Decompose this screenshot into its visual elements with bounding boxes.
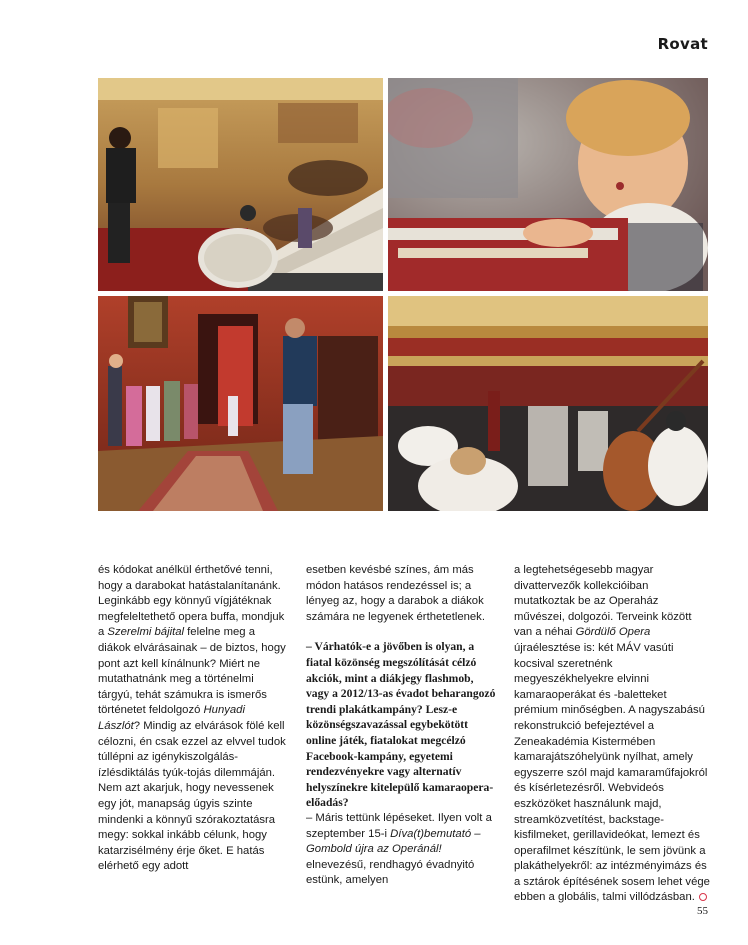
photo-staircase-performance bbox=[98, 78, 383, 291]
paragraph: és kódokat anélkül érthetővé tenni, hogy a darabokat hatástalanítanánk. Leginkább egy könnyű vígjátéknak megfeleltethető opera buffa, mondjuk a Szerelmi bájital felelne meg a diákok elvárásainak – de biztos, hogy pont azt kell kínálnunk? Miért ne mutathatnánk meg a történelmi tárgyú, tehát számukra is ismerős történetet feldolgozó Hunyadi Lászlót? Mindig az elvárások fölé kell célozni, én csak ezzel az elvvel tudok túllépni az igénykiszolgálás-ízlésdiktálás tyúk-tojás dilemmáján. Nem azt akarjuk, hogy nevessenek egy jót, manapság úgyis szinte mindenki a könnyű szórakoztatásra megy: sokkal inkább célunk, hogy katarzisélmény érje őket. E hatás elérhető egy adott bbox=[98, 564, 286, 873]
page-number: 55 bbox=[697, 905, 708, 917]
opera-title: Szerelmi bájital bbox=[107, 626, 185, 639]
photo-icon bbox=[98, 296, 383, 511]
project-title: Gördülő Opera bbox=[575, 626, 651, 639]
paragraph: a legtehetségesebb magyar divattervezők kollekcióiban mutatkoztak be az Operaház művészei, dolgozói. Terveink között van a néhai Gördülő Opera újraélesztése is: két MÁV vasúti kocsival szeretnénk megyeszékhelyekre elvinni kamaraoperákat és -baletteket prémium minőségben. A nagyszabású rekonstrukció befejeztével a Zeneakadémia Kistermében kamarajátszóhelyünk nyílhat, amely egyszerre szól majd kamaraműfajokról és kísérletezésről. Webvideós eszközöket használunk majd, streamközvetítést, backstage-kisfilmeket, gerillavideókat, lemezt és operafilmet készítünk, le sem jövünk a plakáthelyekről: az intézményimázs és a sztárok építésének sosem lehet vége ebben a globális, talmi villódzásban. bbox=[514, 564, 710, 904]
opera-title: Hunyadi Lászlót bbox=[98, 704, 245, 732]
interview-answer: – Máris tettünk lépéseket. Ilyen volt a szeptember 15-i Díva(t)bemutató – Gombold újra az Operánál! elnevezésű, rendhagyó évadnyitó estünk, amelyen bbox=[306, 811, 492, 887]
photo-icon bbox=[98, 78, 383, 291]
photo-child-closeup bbox=[388, 78, 708, 291]
paragraph: esetben kevésbé színes, ám más módon hatásos rendezéssel is; a lényeg az, hogy a darabok a diákok számára ne legyenek érthetetlenek. bbox=[306, 564, 485, 623]
photo-icon bbox=[388, 78, 708, 291]
photo-red-room-children bbox=[98, 296, 383, 511]
text-column-3 bbox=[514, 563, 712, 906]
event-title: Díva(t)bemutató – Gombold újra az Operánál! bbox=[306, 827, 481, 856]
text-column-1 bbox=[98, 563, 290, 875]
photo-icon bbox=[388, 296, 708, 511]
interview-question: – Várhatók-e a jövőben is olyan, a fiatal közönség megszólítását célzó akciók, mint a diákjegy flashmob, vagy a 2012/13-as évadot beharangozó trendi plakátkampány? Lesz-e közönségszavazással egybekötött online játék, fiatalokat megcélzó Facebook-kampány, egyetemi rendezvényekre vagy alternatív helyszínekre kitelepülő kamaraopera-előadás? bbox=[306, 640, 496, 810]
text-column-2 bbox=[306, 563, 498, 889]
section-label: Rovat bbox=[657, 35, 708, 53]
end-of-article-icon bbox=[699, 893, 707, 901]
photo-opera-hall-orchestra bbox=[388, 296, 708, 511]
